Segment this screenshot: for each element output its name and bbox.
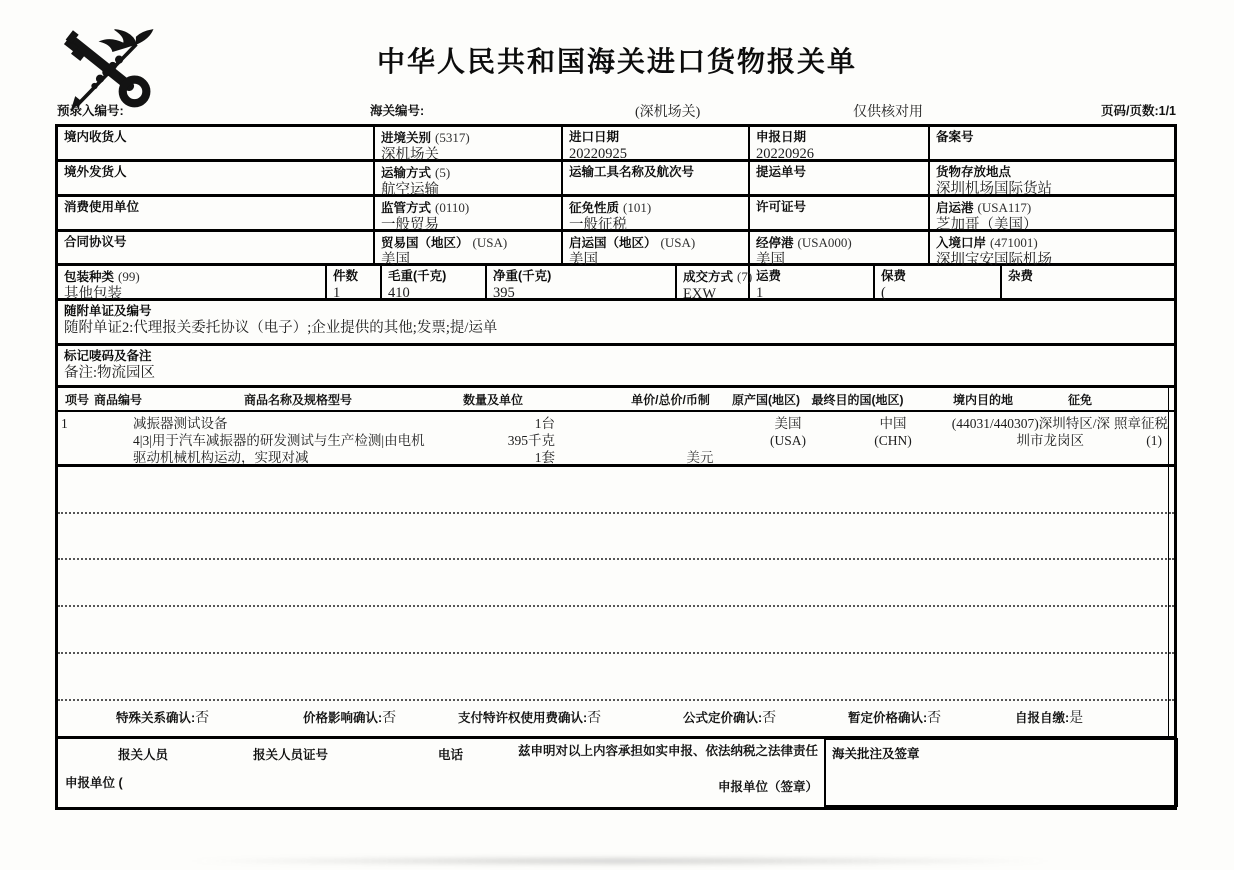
goods-dest-country: 中国 (CHN) — [874, 416, 912, 448]
field-package-count: 件数 1 — [333, 269, 359, 301]
field-entry-customs: 进境关别 (5317) 深机场关 — [381, 130, 470, 163]
field-transport-mode: 运输方式 (5) 航空运输 — [381, 165, 451, 198]
agent-label: 报关人员 — [118, 748, 169, 762]
field-license-no: 许可证号 — [756, 200, 807, 214]
confirm-self-declaration: 自报自缴:是 — [1015, 711, 1084, 726]
goods-domestic-dest: (44031/440307)深圳特区/深 圳市龙岗区 — [951, 416, 1110, 448]
declare-unit-seal-label: 申报单位（签章） — [717, 780, 818, 794]
goods-origin: 美国 (USA) — [770, 416, 806, 448]
field-attached-documents: 随附单证及编号 随附单证2:代理报关委托协议（电子）;企业提供的其他;发票;提/运单 — [64, 304, 498, 336]
field-entry-port: 入境口岸 (471001) 深圳宝安国际机场 — [936, 235, 1052, 268]
field-net-weight: 净重(千克) 395 — [493, 269, 552, 301]
field-freight: 运费 1 — [756, 269, 782, 301]
field-record-no: 备案号 — [936, 130, 974, 144]
goods-header-commodity-no: 商品编号 — [94, 393, 143, 407]
pre-entry-no-label: 预录入编号: — [57, 104, 124, 118]
confirm-formula-pricing: 公式定价确认:否 — [683, 711, 777, 726]
field-consumption-unit: 消费使用单位 — [64, 200, 140, 214]
goods-header-qty-unit: 数量及单位 — [462, 393, 523, 407]
page-title: 中华人民共和国海关进口货物报关单 — [376, 46, 857, 77]
confirm-royalty-payment: 支付特许权使用费确认:否 — [458, 711, 602, 726]
field-duty-nature: 征免性质 (101) 一般征税 — [569, 200, 652, 233]
field-departure-port: 启运港 (USA117) 芝加哥（美国） — [936, 200, 1038, 233]
confirm-provisional-price: 暂定价格确认:否 — [848, 711, 942, 726]
field-departure-country: 启运国（地区） (USA) 美国 — [569, 235, 696, 268]
field-import-date: 进口日期 20220925 — [569, 130, 627, 162]
goods-name-spec: 减振器测试设备 4|3|用于汽车减振器的研发测试与生产检测|由电机 驱动机械机构运动，实现对减 — [133, 416, 425, 465]
goods-header-price: 单价/总价/币制 — [631, 393, 710, 407]
field-storage-place: 货物存放地点 深圳机场国际货站 — [936, 165, 1052, 197]
declaration-statement: 兹申明对以上内容承担如实申报、依法纳税之法律责任 — [517, 744, 818, 758]
goods-header-domestic-dest: 境内目的地 — [952, 393, 1013, 407]
field-supervision-mode: 监管方式 (0110) 一般贸易 — [381, 200, 470, 233]
field-declare-date: 申报日期 20220926 — [756, 130, 814, 162]
agent-id-label: 报关人员证号 — [253, 748, 329, 762]
check-only-note: 仅供核对用 — [853, 105, 923, 120]
goods-header-origin: 原产国(地区) — [732, 393, 800, 407]
customs-office: (深机场关) — [635, 105, 701, 120]
goods-duty: 照章征税 (1) — [1114, 416, 1168, 448]
confirm-price-influence: 价格影响确认:否 — [303, 711, 397, 726]
goods-header-duty: 征免 — [1067, 393, 1092, 407]
field-overseas-shipper: 境外发货人 — [64, 165, 127, 179]
field-transit-port: 经停港 (USA000) 美国 — [756, 235, 852, 268]
field-insurance: 保费 ( — [881, 269, 907, 301]
declare-unit-label: 申报单位 ( — [65, 776, 123, 790]
field-package-type: 包装种类 (99) 其他包装 — [64, 269, 140, 302]
declaration-table — [55, 124, 1177, 810]
page-number: 页码/页数:1/1 — [1100, 104, 1176, 118]
field-transport-name: 运输工具名称及航次号 — [569, 165, 695, 179]
field-misc-fees: 杂费 — [1008, 269, 1034, 283]
customs-notes-box — [824, 738, 1178, 807]
confirm-special-relation: 特殊关系确认:否 — [116, 711, 210, 726]
field-contract-no: 合同协议号 — [64, 235, 127, 249]
goods-item-no: 1 — [61, 416, 68, 431]
field-transaction-mode: 成交方式 (7) EXW — [683, 269, 752, 302]
field-gross-weight: 毛重(千克) 410 — [388, 269, 447, 301]
field-bill-no: 提运单号 — [756, 165, 807, 179]
goods-header-item-no: 项号 — [65, 393, 90, 407]
goods-currency: 美元 — [686, 450, 714, 465]
phone-label: 电话 — [438, 748, 464, 762]
field-label: 境内收货人 — [64, 130, 127, 144]
customs-notes-label: 海关批注及签章 — [832, 747, 920, 761]
goods-header-dest-country: 最终目的国(地区) — [811, 393, 904, 407]
goods-qty-unit: 1台 395千克 1套 — [507, 416, 555, 465]
field-consignee — [58, 127, 377, 145]
goods-header-name-spec: 商品名称及规格型号 — [243, 393, 352, 407]
field-trade-country: 贸易国（地区） (USA) 美国 — [381, 235, 508, 268]
scan-artifact — [180, 856, 1060, 866]
field-marks-remarks: 标记唛码及备注 备注:物流园区 — [64, 349, 156, 381]
customs-no-label: 海关编号: — [370, 104, 425, 118]
